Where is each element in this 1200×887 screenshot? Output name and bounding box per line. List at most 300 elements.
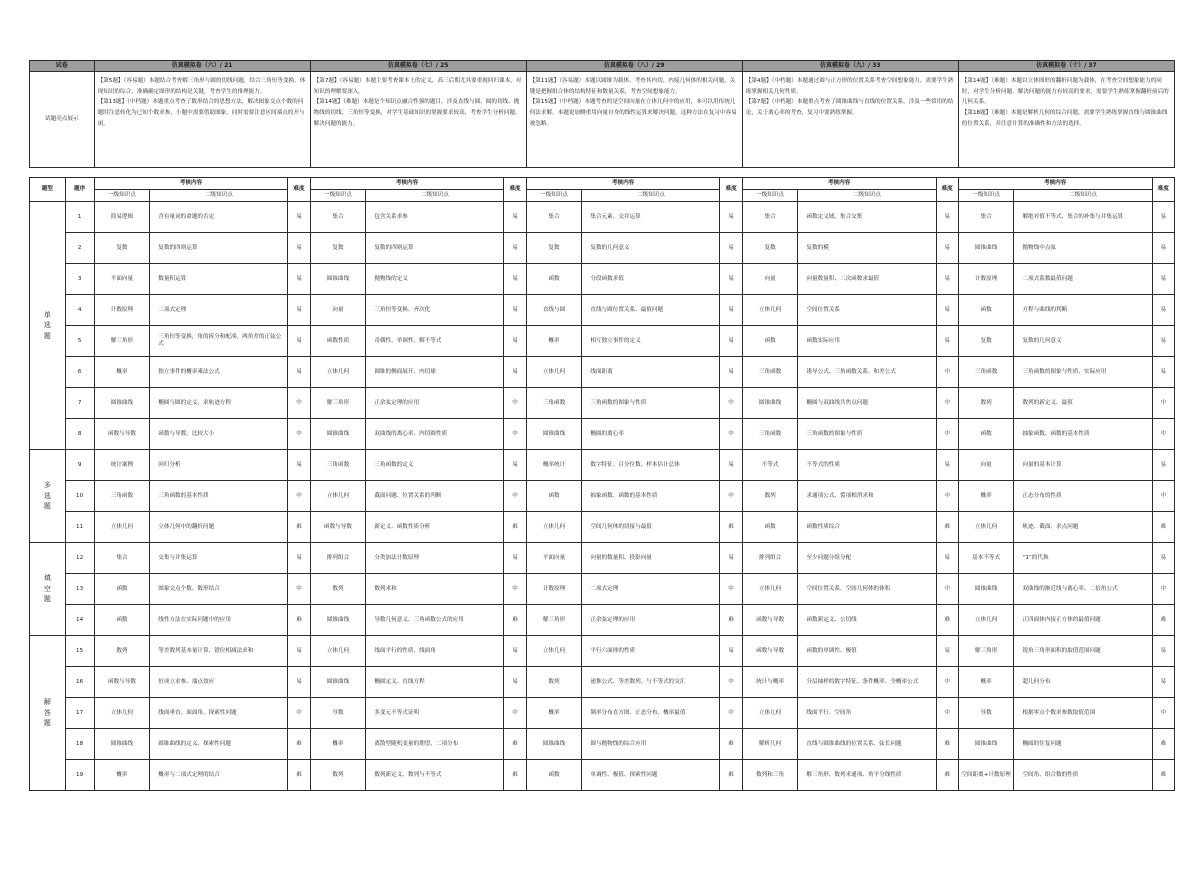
table-row xyxy=(30,698,1175,729)
difficulty: 中 xyxy=(720,419,742,450)
difficulty: 中 xyxy=(504,419,526,450)
level1-knowledge: 集合 xyxy=(958,202,1014,233)
col-header-difficulty: 难度 xyxy=(504,178,526,202)
difficulty: 中 xyxy=(1152,698,1174,729)
level1-knowledge: 不等式 xyxy=(742,450,798,481)
level1-knowledge: 集合 xyxy=(742,202,798,233)
level1-knowledge: 函数 xyxy=(742,512,798,543)
level1-knowledge: 立体几何 xyxy=(310,481,366,512)
level2-knowledge: 三角恒等变换、齐次化 xyxy=(366,295,504,326)
level2-knowledge: 数列求和 xyxy=(366,574,504,605)
column-subheader-row xyxy=(30,190,1175,202)
level1-knowledge: 统计案例 xyxy=(94,450,150,481)
level1-knowledge: 数列 xyxy=(94,636,150,667)
difficulty: 难 xyxy=(504,605,526,636)
paper-title: 仿真模拟卷（六）/ 21 xyxy=(94,61,310,72)
difficulty: 难 xyxy=(1152,605,1174,636)
level2-knowledge: 直线与圆位置关系、最值问题 xyxy=(582,295,720,326)
table-row xyxy=(30,605,1175,636)
level2-knowledge: 抛物线中点弦 xyxy=(1014,233,1152,264)
difficulty: 难 xyxy=(288,729,310,760)
level2-knowledge: 双曲线的离心率、内切圆性质 xyxy=(366,419,504,450)
difficulty: 中 xyxy=(288,419,310,450)
level1-knowledge: 圆锥曲线 xyxy=(526,419,582,450)
level2-knowledge: 新定义、函数性质分析 xyxy=(366,512,504,543)
table-row xyxy=(30,233,1175,264)
level1-knowledge: 向量 xyxy=(742,264,798,295)
difficulty: 易 xyxy=(504,202,526,233)
level1-knowledge: 概率 xyxy=(94,760,150,791)
level2-knowledge: 复数的模 xyxy=(798,233,936,264)
question-number: 14 xyxy=(65,605,94,636)
level1-knowledge: 函数 xyxy=(94,605,150,636)
level1-knowledge: 函数与导数 xyxy=(94,667,150,698)
level2-knowledge: 二项式定理 xyxy=(582,574,720,605)
level1-knowledge: 解三角形 xyxy=(94,326,150,357)
difficulty: 中 xyxy=(936,667,958,698)
paper-title: 仿真模拟卷（九）/ 33 xyxy=(742,61,958,72)
col-header-difficulty: 难度 xyxy=(288,178,310,202)
difficulty: 易 xyxy=(720,450,742,481)
level1-knowledge: 解三角形 xyxy=(526,605,582,636)
level1-knowledge: 立体几何 xyxy=(526,512,582,543)
level1-knowledge: 圆锥曲线 xyxy=(526,729,582,760)
level2-knowledge: 正四面体内接正方体的最值问题 xyxy=(1014,605,1152,636)
highlight-row xyxy=(30,72,1175,168)
level1-knowledge: 计数原理 xyxy=(94,295,150,326)
level2-knowledge: 抽象函数、函数的基本性质 xyxy=(582,481,720,512)
level1-knowledge: 数列 xyxy=(310,574,366,605)
level1-knowledge: 复数 xyxy=(310,233,366,264)
level2-knowledge: 单调性、极值、探索性问题 xyxy=(582,760,720,791)
question-type-group: 填 空 题 xyxy=(30,543,66,636)
question-type-group: 多 选 题 xyxy=(30,450,66,543)
level2-knowledge: 圆锥的侧面展开、内切球 xyxy=(366,357,504,388)
level1-knowledge: 向量 xyxy=(310,295,366,326)
paper-title: 仿真模拟卷（八）/ 29 xyxy=(526,61,742,72)
question-number: 18 xyxy=(65,729,94,760)
level1-knowledge: 集合 xyxy=(310,202,366,233)
level1-knowledge: 立体几何 xyxy=(526,636,582,667)
difficulty: 易 xyxy=(504,543,526,574)
difficulty: 易 xyxy=(504,636,526,667)
difficulty: 易 xyxy=(1152,202,1174,233)
level2-knowledge: 函数性质综合 xyxy=(798,512,936,543)
question-type-group: 单 选 题 xyxy=(30,202,66,450)
level2-knowledge: 锐角三角形面积的取值范围问题 xyxy=(1014,636,1152,667)
col-header-number: 题序 xyxy=(65,178,94,202)
table-row xyxy=(30,326,1175,357)
level2-knowledge: 复数的几何意义 xyxy=(1014,326,1152,357)
difficulty: 难 xyxy=(720,512,742,543)
question-number: 13 xyxy=(65,574,94,605)
difficulty: 中 xyxy=(1152,388,1174,419)
col-header-level2: 二级知识点 xyxy=(366,190,504,202)
level2-knowledge: 双曲线的渐近线与离心率、二倍角公式 xyxy=(1014,574,1152,605)
table-row xyxy=(30,357,1175,388)
difficulty: 易 xyxy=(936,264,958,295)
col-header-level1: 一级知识点 xyxy=(310,190,366,202)
level2-knowledge: 函数定义域、集合交集 xyxy=(798,202,936,233)
level2-knowledge: 函数与导数，比较大小 xyxy=(150,419,288,450)
level1-knowledge: 函数 xyxy=(958,295,1014,326)
level1-knowledge: 函数 xyxy=(958,419,1014,450)
level2-knowledge: 三角函数的图象与性质 xyxy=(582,388,720,419)
level1-knowledge: 圆锥曲线 xyxy=(310,419,366,450)
level2-knowledge: 数量积运算 xyxy=(150,264,288,295)
level1-knowledge: 集合 xyxy=(94,543,150,574)
level2-knowledge: 向量数量积、二次函数求最值 xyxy=(798,264,936,295)
difficulty: 中 xyxy=(1152,481,1174,512)
level1-knowledge: 函数与导数 xyxy=(742,605,798,636)
level2-knowledge: 含有量词的命题的否定 xyxy=(150,202,288,233)
difficulty: 中 xyxy=(936,698,958,729)
difficulty: 中 xyxy=(720,481,742,512)
level1-knowledge: 解析几何 xyxy=(742,729,798,760)
highlight-text: 【第7题】（容易题）本题主要考查课本上的定义，高三后期尤其要重视回归课本，对知识的理解要深入。 【第14题】（难题）本题是个知识点融合性强的题目，涉及直线与圆、圆的切线、抛物线的切线、三角恒等变换，对学生基础知识的掌握要求较高，考查学生分析问题、解决问题的能力。 xyxy=(310,72,526,168)
level2-knowledge: 三角函数的图象与性质 xyxy=(798,419,936,450)
level2-knowledge: 不等式的性质 xyxy=(798,450,936,481)
level1-knowledge: 简易逻辑 xyxy=(94,202,150,233)
table-row xyxy=(30,636,1175,667)
difficulty: 易 xyxy=(288,264,310,295)
table-row xyxy=(30,264,1175,295)
spacer-row xyxy=(30,168,1175,178)
difficulty: 难 xyxy=(288,760,310,791)
difficulty: 易 xyxy=(720,636,742,667)
difficulty: 易 xyxy=(936,636,958,667)
difficulty: 中 xyxy=(504,574,526,605)
difficulty: 难 xyxy=(1152,760,1174,791)
difficulty: 易 xyxy=(288,295,310,326)
table-row xyxy=(30,667,1175,698)
level1-knowledge: 三角函数 xyxy=(958,357,1014,388)
level2-knowledge: “1”的代换 xyxy=(1014,543,1152,574)
level1-knowledge: 圆锥曲线 xyxy=(94,388,150,419)
level2-knowledge: 函数的单调性、极值 xyxy=(798,636,936,667)
col-header-difficulty: 难度 xyxy=(936,178,958,202)
highlight-label: 试题亮点展示 xyxy=(30,72,95,168)
level2-knowledge: 抽象函数、函数的基本性质 xyxy=(1014,419,1152,450)
difficulty: 难 xyxy=(504,512,526,543)
difficulty: 中 xyxy=(720,667,742,698)
level2-knowledge: 截面问题、位置关系的判断 xyxy=(366,481,504,512)
level2-knowledge: 诱导公式、三角函数关系、和差公式 xyxy=(798,357,936,388)
difficulty: 易 xyxy=(288,326,310,357)
level1-knowledge: 立体几何 xyxy=(310,357,366,388)
difficulty: 易 xyxy=(1152,543,1174,574)
question-number: 19 xyxy=(65,760,94,791)
level2-knowledge: 等差数列基本量计算，错位相减法求和 xyxy=(150,636,288,667)
question-number: 17 xyxy=(65,698,94,729)
difficulty: 易 xyxy=(288,636,310,667)
level1-knowledge: 圆锥曲线 xyxy=(94,729,150,760)
level2-knowledge: 多变元不等式证明 xyxy=(366,698,504,729)
level1-knowledge: 圆锥曲线 xyxy=(958,729,1014,760)
question-number: 8 xyxy=(65,419,94,450)
level2-knowledge: 空间位置关系、空间几何体的体积 xyxy=(798,574,936,605)
level1-knowledge: 函数 xyxy=(94,574,150,605)
table-row xyxy=(30,729,1175,760)
table-row xyxy=(30,543,1175,574)
highlight-text: 【第5题】（容易题）本题结合考查解三角形与圆的切线问题，结合三角恒等变换，体现知识的综合，准确确定图形的结构是关键，考查学生的推理能力。 【第13题】（中档题）本题重点考查了数形结合的思想方法，解决图象交点个数的问题时注意转化为已知个数求参，小题中需要借助图象，同时需要注意区间端点的开与闭。 xyxy=(94,72,310,168)
difficulty: 易 xyxy=(1152,667,1174,698)
level1-knowledge: 导数 xyxy=(310,698,366,729)
difficulty: 中 xyxy=(720,574,742,605)
level1-knowledge: 概率 xyxy=(958,667,1014,698)
level2-knowledge: 恒成立求参、端点效应 xyxy=(150,667,288,698)
col-header-content: 考核内容 xyxy=(742,178,936,190)
level2-knowledge: 三角恒等变换，角的拆分和配凑，两角差的正弦公式 xyxy=(150,326,288,357)
col-header-difficulty: 难度 xyxy=(1152,178,1174,202)
paper-title: 仿真模拟卷（十）/ 37 xyxy=(958,61,1174,72)
level1-knowledge: 数列 xyxy=(958,388,1014,419)
difficulty: 易 xyxy=(720,357,742,388)
level1-knowledge: 三角函数 xyxy=(310,450,366,481)
level2-knowledge: 线面垂直、面面角、探索性问题 xyxy=(150,698,288,729)
difficulty: 易 xyxy=(288,450,310,481)
difficulty: 中 xyxy=(936,481,958,512)
level1-knowledge: 立体几何 xyxy=(742,698,798,729)
difficulty: 难 xyxy=(1152,512,1174,543)
level1-knowledge: 直线与圆 xyxy=(526,295,582,326)
difficulty: 中 xyxy=(936,574,958,605)
level2-knowledge: 求通项公式、裂项相消求和 xyxy=(798,481,936,512)
level1-knowledge: 函数与导数 xyxy=(310,512,366,543)
level2-knowledge: 超几何分布 xyxy=(1014,667,1152,698)
level2-knowledge: 二项式定理 xyxy=(150,295,288,326)
question-number: 15 xyxy=(65,636,94,667)
level2-knowledge: 三角函数的基本性质 xyxy=(150,481,288,512)
difficulty: 中 xyxy=(936,357,958,388)
level1-knowledge: 立体几何 xyxy=(742,574,798,605)
level1-knowledge: 立体几何 xyxy=(526,357,582,388)
question-number: 11 xyxy=(65,512,94,543)
level2-knowledge: 回归分析 xyxy=(150,450,288,481)
col-header-level2: 二级知识点 xyxy=(1014,190,1152,202)
level2-knowledge: 三角函数的图象与性质、实际应用 xyxy=(1014,357,1152,388)
question-number: 9 xyxy=(65,450,94,481)
level1-knowledge: 三角函数 xyxy=(742,357,798,388)
difficulty: 难 xyxy=(504,760,526,791)
level2-knowledge: 直线与圆锥曲线的位置关系、弦长问题 xyxy=(798,729,936,760)
difficulty: 易 xyxy=(1152,450,1174,481)
level2-knowledge: 椭圆定义、直线方程 xyxy=(366,667,504,698)
level2-knowledge: 频率分布直方图、正态分布、概率最值 xyxy=(582,698,720,729)
level2-knowledge: 线面平行的性质、线面角 xyxy=(366,636,504,667)
level2-knowledge: 分类加法计数原理 xyxy=(366,543,504,574)
difficulty: 中 xyxy=(504,388,526,419)
level1-knowledge: 函数 xyxy=(742,326,798,357)
difficulty: 易 xyxy=(504,450,526,481)
difficulty: 易 xyxy=(720,543,742,574)
difficulty: 难 xyxy=(936,760,958,791)
difficulty: 易 xyxy=(1152,357,1174,388)
level2-knowledge: 椭圆与圆的定义，求轨迹方程 xyxy=(150,388,288,419)
difficulty: 易 xyxy=(504,295,526,326)
level2-knowledge: 圆与抛物线的综合应用 xyxy=(582,729,720,760)
level1-knowledge: 概率 xyxy=(526,698,582,729)
level2-knowledge: 解绝对值不等式、集合的补集与并集运算 xyxy=(1014,202,1152,233)
difficulty: 难 xyxy=(720,760,742,791)
level2-knowledge: 空间几何体的切接与最值 xyxy=(582,512,720,543)
col-header-level1: 一级知识点 xyxy=(742,190,798,202)
question-number: 3 xyxy=(65,264,94,295)
level2-knowledge: 数列新定义、数列与不等式 xyxy=(366,760,504,791)
highlight-text: 【第14题】（难题）本题以立体图形的翻折问题为载体，在考查空间想象能力的同时，对学生分析问题、解决问题的能力有较高的要求，需要学生熟练掌握翻折前后的几何关系。 【第18题】（难题）本题是解析几何的综合问题，需要学生熟练掌握直线与圆锥曲线的位置关系，并注意计算的准确性和方法的选择。 xyxy=(958,72,1174,168)
level1-knowledge: 圆锥曲线 xyxy=(958,233,1014,264)
difficulty: 难 xyxy=(504,729,526,760)
difficulty: 易 xyxy=(720,202,742,233)
level2-knowledge: 解三角形、数列求通项、角平分线性质 xyxy=(798,760,936,791)
level1-knowledge: 集合 xyxy=(526,202,582,233)
level2-knowledge: 复数的四则运算 xyxy=(366,233,504,264)
col-header-level1: 一级知识点 xyxy=(526,190,582,202)
level1-knowledge: 概率 xyxy=(958,481,1014,512)
difficulty: 中 xyxy=(288,698,310,729)
level2-knowledge: 空间位置关系 xyxy=(798,295,936,326)
difficulty: 易 xyxy=(720,295,742,326)
table-row xyxy=(30,295,1175,326)
difficulty: 难 xyxy=(288,605,310,636)
paper-analysis-sheet xyxy=(29,60,1175,791)
question-number: 7 xyxy=(65,388,94,419)
level1-knowledge: 函数性质 xyxy=(310,326,366,357)
level1-knowledge: 数列和三角 xyxy=(742,760,798,791)
level2-knowledge: 椭圆与双曲线共焦点问题 xyxy=(798,388,936,419)
level1-knowledge: 解三角形 xyxy=(310,388,366,419)
level1-knowledge: 数列 xyxy=(310,760,366,791)
difficulty: 易 xyxy=(288,543,310,574)
level1-knowledge: 排列组合 xyxy=(310,543,366,574)
difficulty: 难 xyxy=(720,729,742,760)
level1-knowledge: 立体几何 xyxy=(958,605,1014,636)
level2-knowledge: 圆锥曲线的定义、探索性问题 xyxy=(150,729,288,760)
difficulty: 易 xyxy=(504,357,526,388)
level2-knowledge: 空间角、组合数的性质 xyxy=(1014,760,1152,791)
difficulty: 易 xyxy=(1152,636,1174,667)
level2-knowledge: 数列的新定义、最值 xyxy=(1014,388,1152,419)
difficulty: 易 xyxy=(936,233,958,264)
level1-knowledge: 圆锥曲线 xyxy=(310,605,366,636)
difficulty: 易 xyxy=(504,233,526,264)
difficulty: 中 xyxy=(936,419,958,450)
level1-knowledge: 基本不等式 xyxy=(958,543,1014,574)
level1-knowledge: 立体几何 xyxy=(958,512,1014,543)
col-header-content: 考核内容 xyxy=(958,178,1152,190)
level1-knowledge: 概率 xyxy=(526,326,582,357)
level2-knowledge: 复数的四则运算 xyxy=(150,233,288,264)
level2-knowledge: 交集与并集运算 xyxy=(150,543,288,574)
table-row xyxy=(30,760,1175,791)
level1-knowledge: 圆锥曲线 xyxy=(310,264,366,295)
level2-knowledge: 根据零点个数求参数取值范围 xyxy=(1014,698,1152,729)
level2-knowledge: 函数新定义、公切线 xyxy=(798,605,936,636)
difficulty: 易 xyxy=(1152,233,1174,264)
level1-knowledge: 复数 xyxy=(94,233,150,264)
level2-knowledge: 概率与二项式定理的结合 xyxy=(150,760,288,791)
question-number: 6 xyxy=(65,357,94,388)
level2-knowledge: 向量的数量积、投影向量 xyxy=(582,543,720,574)
difficulty: 中 xyxy=(1152,574,1174,605)
difficulty: 中 xyxy=(288,574,310,605)
level1-knowledge: 复数 xyxy=(742,233,798,264)
level2-knowledge: 三角函数的定义 xyxy=(366,450,504,481)
level1-knowledge: 函数与导数 xyxy=(742,636,798,667)
question-number: 16 xyxy=(65,667,94,698)
level1-knowledge: 解三角形 xyxy=(958,636,1014,667)
column-header-row xyxy=(30,178,1175,190)
question-number: 1 xyxy=(65,202,94,233)
level1-knowledge: 复数 xyxy=(526,233,582,264)
paper-title-row xyxy=(30,61,1175,72)
level1-knowledge: 平面向量 xyxy=(526,543,582,574)
level1-knowledge: 函数 xyxy=(526,481,582,512)
level1-knowledge: 复数 xyxy=(958,326,1014,357)
level2-knowledge: 奇偶性、单调性、解不等式 xyxy=(366,326,504,357)
level2-knowledge: 正余弦定理的应用 xyxy=(366,388,504,419)
difficulty: 难 xyxy=(288,512,310,543)
difficulty: 易 xyxy=(504,326,526,357)
difficulty: 易 xyxy=(1152,264,1174,295)
level2-knowledge: 包含关系求参 xyxy=(366,202,504,233)
level2-knowledge: 平行六面体的性质 xyxy=(582,636,720,667)
level1-knowledge: 计数原理 xyxy=(526,574,582,605)
difficulty: 易 xyxy=(504,667,526,698)
level1-knowledge: 概率 xyxy=(310,729,366,760)
level1-knowledge: 三角函数 xyxy=(94,481,150,512)
question-number: 5 xyxy=(65,326,94,357)
paper-label: 试卷 xyxy=(30,61,95,72)
table-row xyxy=(30,419,1175,450)
level1-knowledge: 圆锥曲线 xyxy=(958,574,1014,605)
difficulty: 易 xyxy=(720,233,742,264)
difficulty: 中 xyxy=(720,388,742,419)
level1-knowledge: 计数原理 xyxy=(958,264,1014,295)
level2-knowledge: 立体几何中的翻折问题 xyxy=(150,512,288,543)
level2-knowledge: 图象交点个数、数形结合 xyxy=(150,574,288,605)
level2-knowledge: 椭圆的离心率 xyxy=(582,419,720,450)
level1-knowledge: 三角函数 xyxy=(742,419,798,450)
level1-knowledge: 空间距离+计数原理 xyxy=(958,760,1014,791)
table-row xyxy=(30,574,1175,605)
analysis-table xyxy=(29,60,1175,791)
level2-knowledge: 线面距离 xyxy=(582,357,720,388)
level2-knowledge: 离散型随机变量的期望、二项分布 xyxy=(366,729,504,760)
difficulty: 易 xyxy=(288,233,310,264)
level2-knowledge: 集合元素、交并运算 xyxy=(582,202,720,233)
level2-knowledge: 方程与曲线的判断 xyxy=(1014,295,1152,326)
difficulty: 难 xyxy=(720,605,742,636)
level2-knowledge: 分段函数求值 xyxy=(582,264,720,295)
level2-knowledge: 独立事件的概率乘法公式 xyxy=(150,357,288,388)
difficulty: 难 xyxy=(936,605,958,636)
level1-knowledge: 统计与概率 xyxy=(742,667,798,698)
difficulty: 难 xyxy=(936,729,958,760)
level2-knowledge: 向量的基本计算 xyxy=(1014,450,1152,481)
level1-knowledge: 圆锥曲线 xyxy=(742,388,798,419)
difficulty: 易 xyxy=(936,295,958,326)
difficulty: 易 xyxy=(1152,295,1174,326)
level1-knowledge: 数列 xyxy=(526,667,582,698)
level2-knowledge: 线面平行、空间角 xyxy=(798,698,936,729)
table-row xyxy=(30,388,1175,419)
level2-knowledge: 相互独立事件的定义 xyxy=(582,326,720,357)
level2-knowledge: 导数几何意义、三角函数公式的应用 xyxy=(366,605,504,636)
level1-knowledge: 立体几何 xyxy=(94,698,150,729)
level1-knowledge: 概率统计 xyxy=(526,450,582,481)
difficulty: 易 xyxy=(288,357,310,388)
